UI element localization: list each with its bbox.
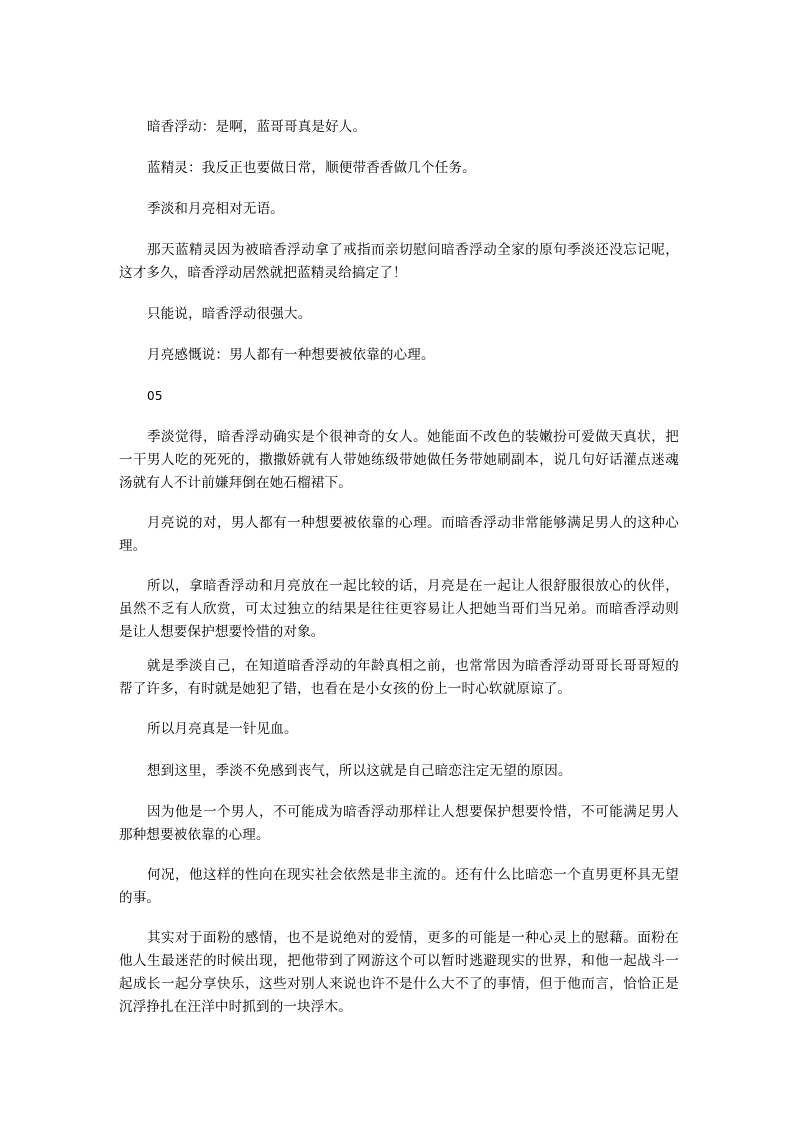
paragraph-2: 蓝精灵：我反正也要做日常，顺便带香香做几个任务。 [147,160,476,176]
paragraph-13: 因为他是一个男人，不可能成为暗香浮动那样让人想要保护想要怜惜，不可能满足男人那种想要被依靠的心理。 [119,804,679,843]
paragraph-14: 何况，他这样的性向在现实社会依然是非主流的。还有什么比暗恋一个直男更杯具无望的事。 [119,867,679,906]
paragraph-4: 那天蓝精灵因为被暗香浮动拿了戒指而亲切慰问暗香浮动全家的原句季淡还没忘记呢，这才多久，暗香浮动居然就把蓝精灵给搞定了！ [119,242,679,281]
paragraph-10: 就是季淡自己，在知道暗香浮动的年龄真相之前，也常常因为暗香浮动哥哥长哥哥短的帮了许多，有时就是她犯了错，也看在是小女孩的份上一时心软就原谅了。 [119,658,679,697]
paragraph-11: 所以月亮真是一针见血。 [147,721,298,737]
paragraph-7: 季淡觉得，暗香浮动确实是个很神奇的女人。她能面不改色的装嫩扮可爱做天真状，把一干男人吃的死死的，撒撒娇就有人带她练级带她做任务带她刷副本，说几句好话灌点迷魂汤就有人不计前嫌拜倒在她石榴裙下。 [119,429,679,491]
paragraph-8: 月亮说的对，男人都有一种想要被依靠的心理。而暗香浮动非常能够满足男人的这种心理。 [119,515,679,554]
paragraph-3: 季淡和月亮相对无语。 [147,201,284,217]
paragraph-5: 只能说，暗香浮动很强大。 [147,306,312,322]
chapter-number: 05 [147,389,163,403]
paragraph-6: 月亮感慨说：男人都有一种想要被依靠的心理。 [147,347,435,363]
paragraph-12: 想到这里，季淡不免感到丧气，所以这就是自己暗恋注定无望的原因。 [147,763,572,779]
paragraph-15: 其实对于面粉的感情，也不是说绝对的爱情，更多的可能是一种心灵上的慰藉。面粉在他人生最迷茫的时候出现，把他带到了网游这个可以暂时逃避现实的世界，和他一起战斗一起成长一起分享快乐，这些对别人来说也许不是什么大不了的事情，但于他而言，恰恰正是沉浮挣扎在汪洋中时抓到的一块浮木。 [119,930,679,1015]
paragraph-9: 所以，拿暗香浮动和月亮放在一起比较的话，月亮是在一起让人很舒服很放心的伙伴，虽然不乏有人欣赏，可太过独立的结果是往往更容易让人把她当哥们当兄弟。而暗香浮动则是让人想要保护想要怜惜的对象。 [119,578,679,640]
paragraph-1: 暗香浮动：是啊，蓝哥哥真是好人。 [147,119,367,135]
